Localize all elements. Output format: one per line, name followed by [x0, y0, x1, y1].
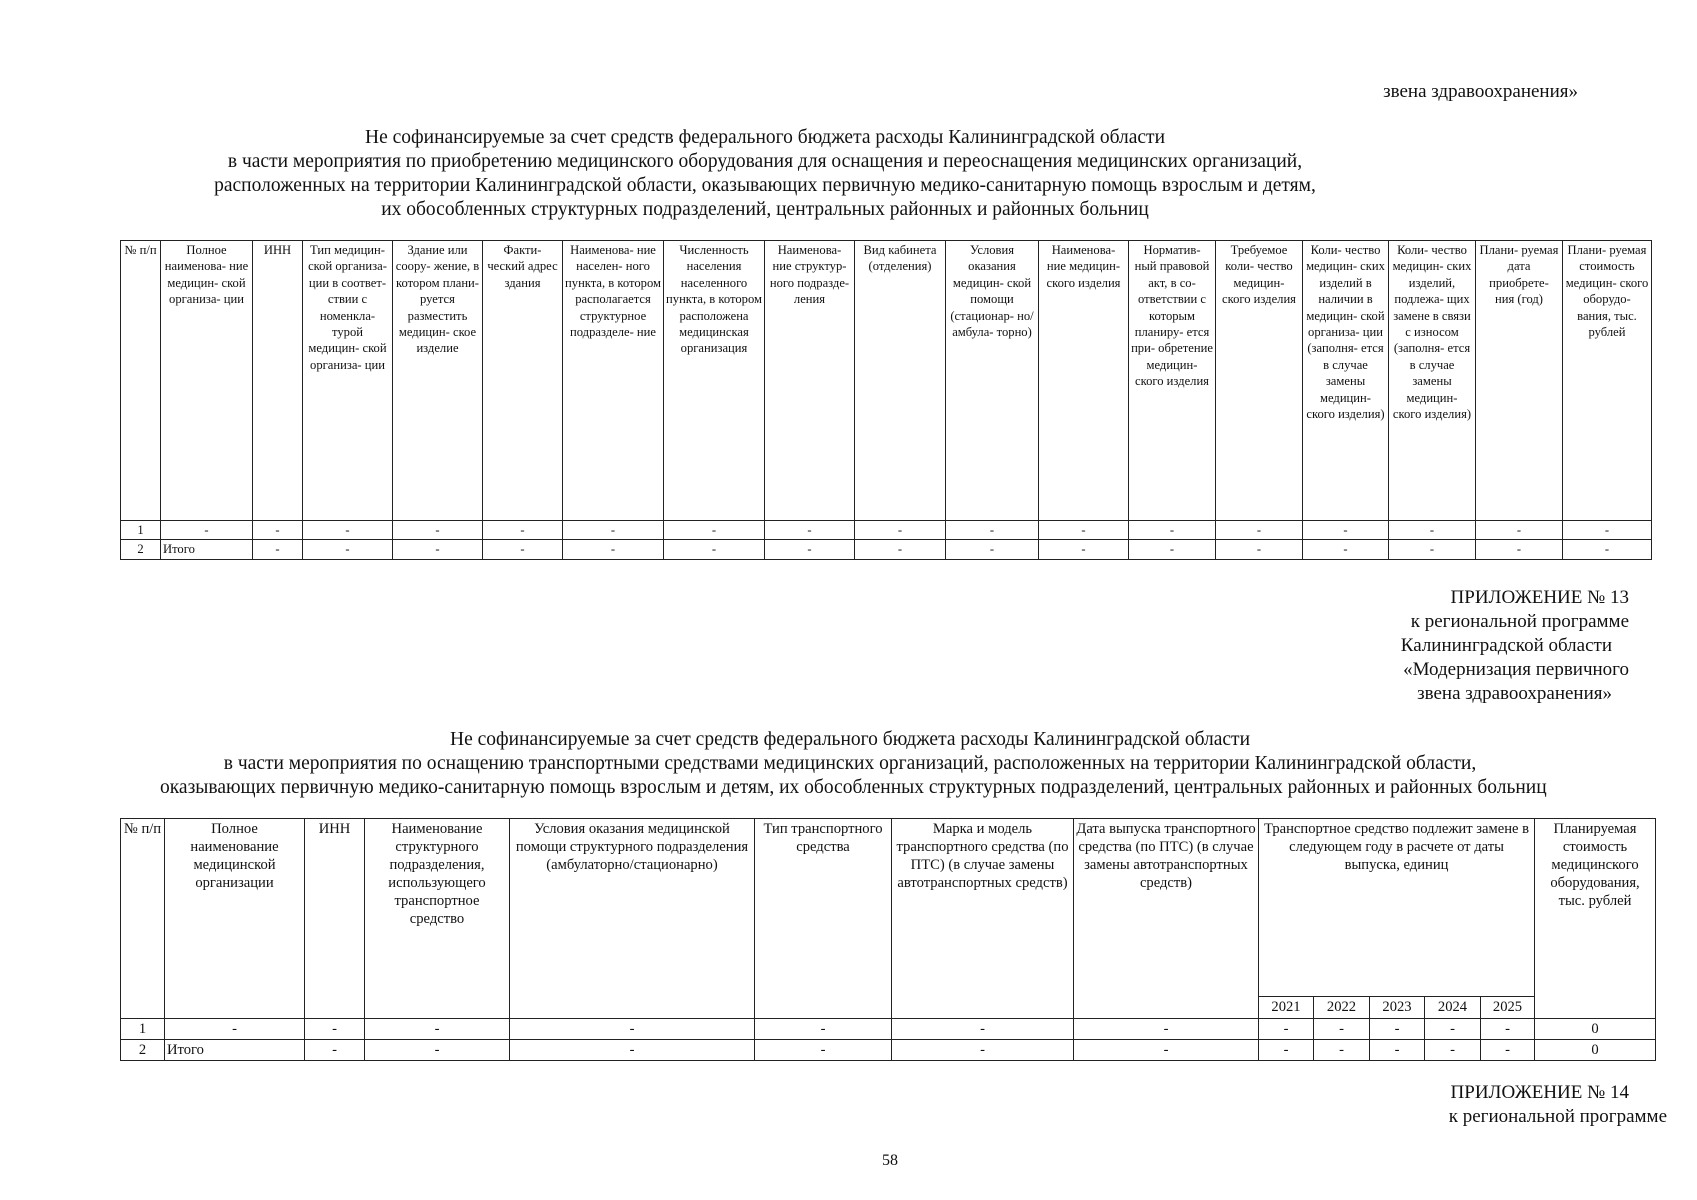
equipment-expenses-table	[120, 240, 1652, 560]
table-cell: 1	[121, 1019, 165, 1040]
header-cell: Тип транспортного средства	[755, 819, 892, 1019]
year-cell: 2023	[1370, 997, 1425, 1019]
table-cell: 1	[121, 521, 161, 540]
table-cell: -	[1563, 540, 1652, 559]
section2-title-line: в части мероприятия по оснащению транспортными средствами медицинских организаций, расположенных на территории Калининградской области,	[223, 753, 1477, 774]
table-cell: -	[1259, 1019, 1314, 1040]
table-cell: -	[303, 540, 393, 559]
year-cell: 2021	[1259, 997, 1314, 1019]
table-row	[121, 1040, 1656, 1061]
header-cell: Вид кабинета (отделения)	[855, 241, 946, 521]
header-cell: Транспортное средство подлежит замене в следующем году в расчете от даты выпуска, единиц	[1259, 819, 1535, 997]
header-cell: Полное наименование медицинской организации	[165, 819, 305, 1019]
header-cell: Условия оказания медицин- ской помощи (стационар- но/амбула- торно)	[946, 241, 1039, 521]
header-cell: Норматив- ный правовой акт, в со- ответствии с которым планиру- ется при- обретение медицин- ского изделия	[1129, 241, 1216, 521]
table-cell: 0	[1535, 1019, 1656, 1040]
header-cell: Коли- чество медицин- ских изделий в наличии в медицин- ской организа- ции (заполня- ется в случае замены медицин- ского изделия)	[1303, 241, 1389, 521]
table-cell: -	[765, 521, 855, 540]
table-cell: -	[1370, 1040, 1425, 1061]
year-cell: 2025	[1481, 997, 1535, 1019]
appendix-line: «Модернизация первичного	[1403, 659, 1629, 680]
table-cell: -	[1303, 521, 1389, 540]
table-cell: -	[483, 521, 563, 540]
table-cell: -	[1314, 1019, 1370, 1040]
table-cell: -	[1039, 521, 1129, 540]
table-cell: 2	[121, 1040, 165, 1061]
table-cell: -	[1259, 1040, 1314, 1061]
appendix-title: ПРИЛОЖЕНИЕ № 14	[1450, 1082, 1629, 1103]
table-cell: -	[510, 1040, 755, 1061]
table-cell: 2	[121, 540, 161, 559]
header-cell: Здание или соору- жение, в котором плани- руется разместить медицин- ское изделие	[393, 241, 483, 521]
table-cell: -	[563, 521, 664, 540]
table-cell: -	[1129, 540, 1216, 559]
table-cell: -	[855, 540, 946, 559]
table-cell: -	[755, 1019, 892, 1040]
table-cell: -	[1425, 1040, 1481, 1061]
header-cell: Марка и модель транспортного средства (по ПТС) (в случае замены автотранспортных средств)	[892, 819, 1074, 1019]
table-cell: -	[365, 1019, 510, 1040]
table-cell: -	[305, 1019, 365, 1040]
table-cell: -	[1303, 540, 1389, 559]
section2-title-line: оказывающих первичную медико-санитарную помощь взрослым и детям, их обособленных структурных подразделений, центральных районных и районных больниц	[160, 777, 1547, 798]
header-cell: Наименова- ние медицин- ского изделия	[1039, 241, 1129, 521]
table-cell: -	[946, 540, 1039, 559]
table-cell: -	[165, 1019, 305, 1040]
header-cell: Численность населения населенного пункта, в котором расположена медицинская организация	[664, 241, 765, 521]
header-cell: Полное наименова- ние медицин- ской организа- ции	[161, 241, 253, 521]
table-cell: -	[892, 1019, 1074, 1040]
table-cell: -	[303, 521, 393, 540]
table-cell: -	[1216, 521, 1303, 540]
header-cell: Планируемая стоимость медицинского оборудования, тыс. рублей	[1535, 819, 1656, 1019]
header-cell: Наименование структурного подразделения, использующего транспортное средство	[365, 819, 510, 1019]
table-cell: -	[1481, 1040, 1535, 1061]
table-cell: -	[253, 540, 303, 559]
appendix-line: звена здравоохранения»	[1417, 683, 1612, 704]
section2-title	[160, 728, 1547, 800]
table-cell: -	[765, 540, 855, 559]
header-cell: Тип медицин- ской организа- ции в соответ- ствии с номенкла- турой медицин- ской организа- ции	[303, 241, 393, 521]
header-cell: Условия оказания медицинской помощи структурного подразделения (амбулаторно/стационарно)	[510, 819, 755, 1019]
table-cell: -	[855, 521, 946, 540]
header-cell: Факти- ческий адрес здания	[483, 241, 563, 521]
header-cell: Коли- чество медицин- ских изделий, подлежа- щих замене в связи с износом (заполня- ется в случае замены медицин- ского изделия)	[1389, 241, 1476, 521]
table-row	[121, 521, 1652, 540]
table-cell: -	[393, 540, 483, 559]
appendix-14-header	[1449, 1081, 1667, 1129]
table-cell: -	[1481, 1019, 1535, 1040]
table-cell: Итого	[161, 540, 253, 559]
table-cell: -	[563, 540, 664, 559]
table-cell: 0	[1535, 1040, 1656, 1061]
header-cell: Наименова- ние населен- ного пункта, в котором располагается структурное подразделе- ние	[563, 241, 664, 521]
table-cell: -	[1425, 1019, 1481, 1040]
appendix-line: к региональной программе	[1410, 611, 1629, 632]
table-cell: -	[1476, 521, 1563, 540]
header-cell: Плани- руемая стоимость медицин- ского оборудо- вания, тыс. рублей	[1563, 241, 1652, 521]
table-header-row	[121, 819, 1656, 997]
table-cell: -	[1563, 521, 1652, 540]
continued-appendix-fragment: звена здравоохранения»	[1383, 81, 1578, 102]
header-cell: Наименова- ние структур- ного подразде- ления	[765, 241, 855, 521]
table-cell: -	[755, 1040, 892, 1061]
page-number: 58	[882, 1152, 898, 1169]
appendix-line: Калининградской области	[1400, 635, 1612, 656]
table-row	[121, 540, 1652, 559]
table-cell: -	[1074, 1019, 1259, 1040]
header-cell: ИНН	[253, 241, 303, 521]
year-cell: 2022	[1314, 997, 1370, 1019]
table-cell: -	[1370, 1019, 1425, 1040]
header-cell: Дата выпуска транспортного средства (по ПТС) (в случае замены автотранспортных средств)	[1074, 819, 1259, 1019]
header-cell: № п/п	[121, 241, 161, 521]
table-cell: -	[892, 1040, 1074, 1061]
table-cell: -	[365, 1040, 510, 1061]
table-cell: -	[253, 521, 303, 540]
table-cell: -	[393, 521, 483, 540]
section1-title-line: их обособленных структурных подразделений, центральных районных и районных больниц	[381, 199, 1149, 220]
header-cell: Плани- руемая дата приобрете- ния (год)	[1476, 241, 1563, 521]
appendix-title: ПРИЛОЖЕНИЕ № 13	[1450, 587, 1629, 608]
header-cell: ИНН	[305, 819, 365, 1019]
appendix-line: к региональной программе	[1448, 1106, 1667, 1127]
table-cell: -	[161, 521, 253, 540]
table-cell: -	[1039, 540, 1129, 559]
header-cell: Требуемое коли- чество медицин- ского изделия	[1216, 241, 1303, 521]
table-cell: -	[1476, 540, 1563, 559]
section2-title-line: Не софинансируемые за счет средств федерального бюджета расходы Калининградской области	[449, 729, 1251, 750]
table-cell: -	[1389, 521, 1476, 540]
table-cell: Итого	[165, 1040, 305, 1061]
table-header-row	[121, 241, 1652, 521]
table-cell: -	[946, 521, 1039, 540]
table-cell: -	[1314, 1040, 1370, 1061]
table-cell: -	[1129, 521, 1216, 540]
table-cell: -	[305, 1040, 365, 1061]
header-cell: № п/п	[121, 819, 165, 1019]
table-row	[121, 1019, 1656, 1040]
appendix-13-header	[1401, 586, 1667, 706]
table-cell: -	[1216, 540, 1303, 559]
section1-title-line: расположенных на территории Калининградской области, оказывающих первичную медико-санитарную помощь взрослым и детям,	[214, 175, 1316, 196]
table-cell: -	[664, 540, 765, 559]
table-cell: -	[1074, 1040, 1259, 1061]
table-cell: -	[1389, 540, 1476, 559]
transport-expenses-table	[120, 818, 1656, 1061]
section1-title	[0, 126, 1530, 222]
section1-title-line: в части мероприятия по приобретению медицинского оборудования для оснащения и переоснащения медицинских организаций,	[227, 151, 1303, 172]
table-cell: -	[510, 1019, 755, 1040]
table-cell: -	[664, 521, 765, 540]
table-cell: -	[483, 540, 563, 559]
section1-title-line: Не софинансируемые за счет средств федерального бюджета расходы Калининградской области	[364, 127, 1166, 148]
year-cell: 2024	[1425, 997, 1481, 1019]
